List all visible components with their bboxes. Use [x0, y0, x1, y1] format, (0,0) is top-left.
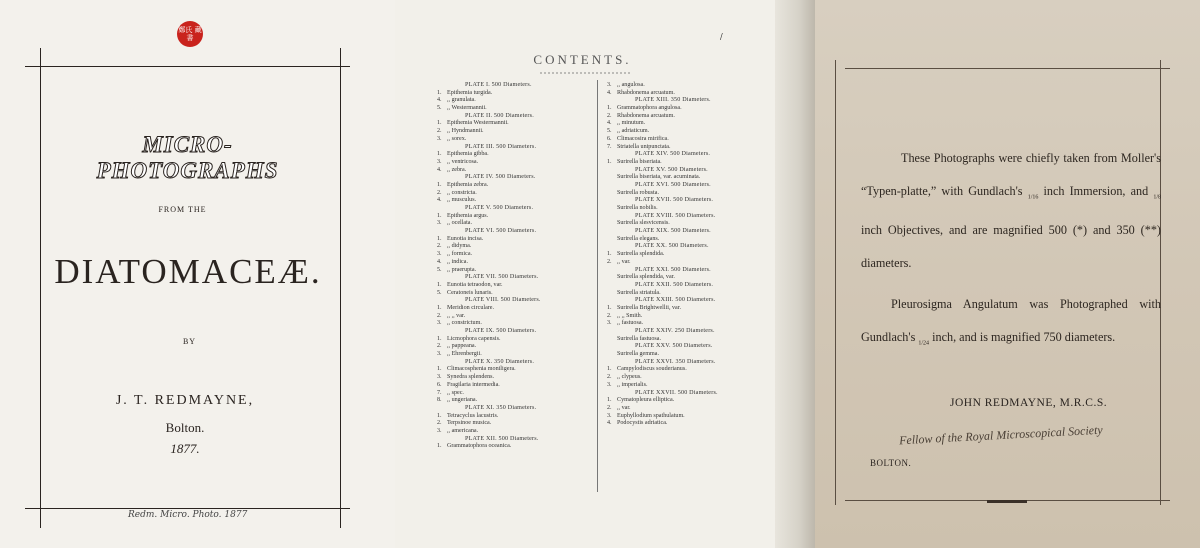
- contents-entry: [437, 120, 541, 128]
- contents-entry: [607, 144, 718, 152]
- contents-entry: [607, 274, 718, 282]
- entry-text: ,, angulosa.: [617, 82, 645, 88]
- entry-text: Grammatophora angulosa.: [617, 105, 682, 112]
- plate-heading: PLATE XVI. 500 Diameters.: [635, 181, 711, 188]
- plate-heading: PLATE XVII. 500 Diameters.: [635, 197, 714, 204]
- entry-number: 2.: [607, 312, 612, 319]
- entry-number: 3.: [437, 351, 442, 358]
- entry-text: ,, minutum.: [617, 120, 646, 127]
- entry-number: 1.: [437, 181, 442, 188]
- entry-number: 1.: [437, 366, 442, 373]
- entry-text: ,, ,, Smith.: [617, 312, 643, 319]
- plate-heading: PLATE XXII. 500 Diameters.: [635, 281, 714, 288]
- entry-text: Epithemia gibba.: [447, 151, 489, 158]
- contents-entry: [607, 305, 718, 313]
- contents-entry: [437, 159, 541, 167]
- contents-entry: [437, 220, 541, 228]
- contents-entry: [607, 382, 718, 390]
- entry-text: Climacosphenia moniligera.: [447, 366, 516, 373]
- entry-number: 3.: [607, 82, 612, 88]
- plate-heading: PLATE IX. 500 Diameters.: [465, 328, 537, 334]
- entry-text: ,, Ehrenbergii.: [447, 351, 482, 358]
- fraction-1-8: 1/8: [1153, 194, 1162, 201]
- notice-border-right: [1160, 60, 1161, 505]
- entry-text: Surirella biseriata, var. acuminata.: [617, 174, 701, 181]
- entry-number: 7.: [607, 143, 612, 150]
- entry-text: Terpsinoe musica.: [447, 420, 492, 427]
- contents-left-column: [437, 82, 541, 451]
- plate-heading: PLATE IV. 500 Diameters.: [465, 174, 536, 181]
- plate-heading: PLATE XX. 500 Diameters.: [635, 243, 709, 250]
- entry-text: Epithemia zebra.: [447, 181, 489, 188]
- contents-entry: [607, 374, 718, 382]
- entry-number: 1.: [437, 235, 442, 242]
- contents-entry: [437, 251, 541, 259]
- contents-entry: [607, 205, 718, 213]
- entry-number: 5.: [607, 128, 612, 135]
- entry-text: ,, pappeana.: [447, 343, 477, 350]
- entry-text: ,, fastuosa.: [617, 320, 644, 327]
- plate-heading: PLATE II. 500 Diameters.: [465, 112, 534, 119]
- entry-number: 3.: [437, 427, 442, 434]
- entry-number: 3.: [437, 158, 442, 165]
- plate-heading: PLATE XIX. 500 Diameters.: [635, 228, 711, 235]
- entry-number: 1.: [437, 335, 442, 342]
- entry-text: ,, constricta.: [447, 189, 477, 196]
- contents-entry: [437, 97, 541, 105]
- entry-number: 1.: [437, 151, 442, 158]
- entry-text: ,, granulata.: [447, 97, 476, 104]
- entry-number: 1.: [437, 412, 442, 419]
- contents-entry: [437, 282, 541, 290]
- entry-text: Surirella splendida.: [617, 251, 665, 258]
- plate-heading: PLATE XI. 350 Diameters.: [465, 404, 537, 411]
- contents-entry: [437, 343, 541, 351]
- entry-number: 3.: [437, 220, 442, 227]
- plate-heading: PLATE III. 500 Diameters.: [465, 143, 537, 150]
- contents-entry: [607, 159, 718, 167]
- contents-entry: [607, 190, 718, 198]
- entry-number: 1.: [437, 443, 442, 450]
- page-edge: [775, 0, 815, 548]
- plate-heading: PLATE XIV. 500 Diameters.: [635, 151, 711, 158]
- contents-entry: [437, 320, 541, 328]
- plate-heading: PLATE XXV. 500 Diameters.: [635, 343, 713, 350]
- entry-text: Striatella unipunctata.: [617, 143, 671, 150]
- contents-entry: [437, 336, 541, 344]
- contents-entry: [437, 213, 541, 221]
- contents-entry: [607, 136, 718, 144]
- entry-number: 8.: [437, 397, 442, 404]
- publication-year: 1877.: [170, 441, 200, 456]
- contents-entry: [437, 90, 541, 98]
- contents-entry: [607, 120, 718, 128]
- plate-heading: PLATE V. 500 Diameters.: [465, 205, 534, 211]
- contents-right-column: [607, 82, 718, 428]
- entry-number: 1.: [607, 397, 612, 404]
- entry-text: Licmophora capensis.: [447, 335, 501, 342]
- contents-entry: [437, 290, 541, 298]
- contents-entry: [607, 420, 718, 428]
- notice-paragraph-2: [861, 288, 1161, 360]
- contents-entry: [607, 405, 718, 413]
- contents-entry: [437, 366, 541, 374]
- notice-p1-a: These Photographs were chiefly taken from Moller's “Typen-platte,” with Gundlach's: [861, 151, 1161, 198]
- fraction-1-16: 1/16: [1027, 194, 1039, 201]
- plate-heading: PLATE XXIII. 500 Diameters.: [635, 297, 716, 304]
- contents-entry: [607, 113, 718, 121]
- entry-text: Surirella gemma.: [617, 351, 659, 358]
- plate-heading: PLATE XIII. 350 Diameters.: [635, 97, 711, 104]
- entry-number: 3.: [607, 320, 612, 327]
- contents-entry: [607, 105, 718, 113]
- contents-entry: [437, 151, 541, 159]
- notice-bottom-mark: [987, 500, 1027, 503]
- entry-text: ,, constrictum.: [447, 320, 482, 327]
- plate-heading: PLATE VII. 500 Diameters.: [465, 274, 539, 281]
- contents-entry: [607, 259, 718, 267]
- entry-number: 3.: [437, 320, 442, 327]
- entry-text: ,, indica.: [447, 258, 468, 265]
- entry-number: 1.: [437, 120, 442, 127]
- signature-location: BOLTON.: [870, 458, 912, 468]
- plate-heading: PLATE X. 350 Diameters.: [465, 358, 535, 365]
- border-top: [25, 66, 350, 67]
- contents-entry: [437, 351, 541, 359]
- entry-number: 1.: [607, 158, 612, 165]
- entry-number: 7.: [437, 389, 442, 396]
- entry-number: 4.: [607, 120, 612, 127]
- entry-number: 2.: [607, 374, 612, 381]
- entry-text: Surirella fastuosa.: [617, 335, 661, 342]
- entry-number: 1.: [437, 281, 442, 288]
- notice-border-top: [845, 68, 1170, 69]
- entry-text: ,, zebra.: [447, 166, 467, 173]
- entry-number: 1.: [607, 304, 612, 311]
- entry-text: Rhabdonema arcuatum.: [617, 89, 675, 96]
- plate-heading: PLATE XXIV. 250 Diameters.: [635, 328, 715, 334]
- handwritten-fellowship: Fellow of the Royal Microscopical Society: [898, 422, 1104, 448]
- entry-text: Cymatopleura elliptica.: [617, 397, 675, 404]
- red-seal-stamp: 鄭氏 藏書: [177, 21, 203, 47]
- plate-heading: PLATE XXVI. 350 Diameters.: [635, 358, 716, 365]
- entry-text: ,, clypeus.: [617, 374, 642, 381]
- author-name: J. T. REDMAYNE,: [115, 393, 255, 408]
- contents-entry: [437, 167, 541, 175]
- entry-number: 3.: [607, 412, 612, 419]
- contents-entry: [437, 374, 541, 382]
- entry-text: Meridion circulare.: [447, 304, 495, 311]
- contents-entry: [607, 251, 718, 259]
- plate-heading: PLATE I. 500 Diameters.: [465, 82, 532, 88]
- entry-text: ,, ungeriana.: [447, 397, 478, 404]
- contents-entry: [437, 397, 541, 405]
- column-divider: [597, 80, 598, 492]
- entry-text: Surirella Brightwellii, var.: [617, 304, 681, 311]
- contents-entry: [437, 136, 541, 144]
- contents-entry: [607, 236, 718, 244]
- entry-text: Epithemia turgida.: [447, 89, 493, 96]
- entry-number: 4.: [607, 89, 612, 96]
- contents-entry: [437, 243, 541, 251]
- entry-number: 2.: [607, 404, 612, 411]
- entry-number: 1.: [607, 105, 612, 112]
- title-line-2: DIATOMACEÆ.: [54, 252, 322, 291]
- entry-text: Eunotia incisa.: [447, 235, 484, 242]
- contents-entry: [607, 320, 718, 328]
- contents-entry: [607, 351, 718, 359]
- entry-number: 5.: [437, 105, 442, 112]
- entry-number: 4.: [437, 258, 442, 265]
- entry-number: 2.: [607, 258, 612, 265]
- entry-text: ,, var.: [617, 258, 631, 265]
- entry-number: 3.: [437, 251, 442, 258]
- entry-text: ,, americana.: [447, 427, 479, 434]
- entry-number: 2.: [437, 343, 442, 350]
- contents-entry: [437, 197, 541, 205]
- notice-border-left: [835, 60, 836, 505]
- contents-entry: [607, 174, 718, 182]
- entry-number: 2.: [437, 420, 442, 427]
- contents-entry: [607, 82, 718, 90]
- entry-text: Rhabdonema arcuatum.: [617, 112, 675, 119]
- signature-name: JOHN REDMAYNE, M.R.C.S.: [950, 397, 1108, 409]
- entry-number: 2.: [437, 312, 442, 319]
- contents-entry: [437, 182, 541, 190]
- contents-entry: [607, 397, 718, 405]
- plate-heading: PLATE XV. 500 Diameters.: [635, 166, 708, 173]
- entry-number: 4.: [607, 420, 612, 427]
- entry-text: ,, ,, var.: [447, 312, 466, 319]
- entry-number: 4.: [437, 197, 442, 204]
- contents-entry: [437, 428, 541, 436]
- entry-text: ,, adriaticum.: [617, 128, 650, 135]
- contents-entry: [607, 366, 718, 374]
- entry-text: ,, Westermannii.: [447, 105, 487, 112]
- entry-text: ,, sorex.: [447, 135, 467, 142]
- entry-text: Surirella striatula.: [617, 289, 661, 296]
- heading-ornament: [540, 70, 630, 76]
- entry-text: Surirella splendida, var.: [617, 274, 675, 281]
- entry-text: Campylodiscus souderianus.: [617, 366, 687, 373]
- contents-heading: CONTENTS.: [533, 52, 632, 67]
- entry-text: ,, formica.: [447, 251, 473, 258]
- entry-number: 1.: [437, 89, 442, 96]
- contents-entry: [437, 313, 541, 321]
- contents-entry: [607, 336, 718, 344]
- fraction-1-24: 1/24: [918, 340, 930, 347]
- entry-number: 1.: [437, 212, 442, 219]
- entry-number: 6.: [607, 135, 612, 142]
- plate-heading: PLATE XII. 500 Diameters.: [465, 435, 539, 442]
- entry-text: ,, spec.: [447, 389, 464, 396]
- entry-text: Surirella elegans.: [617, 235, 660, 242]
- contents-entry: [437, 305, 541, 313]
- entry-text: Podocystis adriatica.: [617, 420, 668, 427]
- entry-text: ,, imperialis.: [617, 381, 648, 388]
- entry-number: 2.: [607, 112, 612, 119]
- plate-heading: PLATE XVIII. 500 Diameters.: [635, 212, 716, 219]
- entry-text: Synedra splendens.: [447, 374, 495, 381]
- contents-entry: [607, 290, 718, 298]
- contents-entry: [437, 420, 541, 428]
- entry-number: 6.: [437, 381, 442, 388]
- entry-text: Euphyllodium spathulatum.: [617, 412, 685, 419]
- entry-text: Grammatophora oceanica.: [447, 443, 512, 450]
- contents-entry: [437, 267, 541, 275]
- entry-number: 5.: [437, 266, 442, 273]
- border-bottom: [25, 508, 350, 509]
- entry-text: Surirella slesvicensis.: [617, 220, 670, 227]
- entry-text: Surirella robusta.: [617, 189, 659, 196]
- border-left: [40, 48, 41, 528]
- entry-number: 1.: [607, 366, 612, 373]
- place-name: Bolton.: [165, 420, 205, 435]
- plate-heading: PLATE VIII. 500 Diameters.: [465, 297, 541, 304]
- entry-text: Epithemia argus.: [447, 212, 489, 219]
- entry-text: Tetracyclus lacustris.: [447, 412, 499, 419]
- contents-entry: [437, 382, 541, 390]
- entry-number: 4.: [437, 166, 442, 173]
- contents-entry: [607, 220, 718, 228]
- handwritten-note: Redm. Micro. Photo. 1877: [128, 510, 248, 520]
- title-line-1: MICRO-PHOTOGRAPHS: [96, 132, 279, 183]
- contents-entry: [607, 90, 718, 98]
- entry-text: Surirella nobilis.: [617, 205, 658, 211]
- entry-text: Eunotia tetraodon, var.: [447, 281, 503, 288]
- contents-entry: [437, 190, 541, 198]
- plate-heading: PLATE XXVII. 500 Diameters.: [635, 389, 718, 396]
- contents-entry: [437, 413, 541, 421]
- entry-text: ,, ocellata.: [447, 220, 473, 227]
- entry-text: Fragilaria intermedia.: [447, 381, 500, 388]
- entry-text: ,, praerupta.: [447, 266, 477, 273]
- entry-number: 3.: [437, 374, 442, 381]
- plate-heading: PLATE VI. 500 Diameters.: [465, 228, 537, 235]
- from-the-label: FROM THE: [158, 205, 207, 214]
- entry-number: 3.: [607, 381, 612, 388]
- entry-number: 2.: [437, 189, 442, 196]
- title-page-panel: [0, 0, 395, 548]
- contents-entry: [437, 443, 541, 451]
- entry-text: Epithemia Westermannii.: [447, 120, 509, 127]
- contents-entry: [437, 128, 541, 136]
- entry-text: Surirella biseriata.: [617, 158, 662, 165]
- entry-text: ,, Hyndmannii.: [447, 128, 484, 135]
- entry-number: 3.: [437, 135, 442, 142]
- entry-number: 1.: [607, 251, 612, 258]
- contents-entry: [437, 390, 541, 398]
- pencil-mark: /: [720, 32, 723, 41]
- notice-p2-b: inch, and is magnified 750 diameters.: [932, 330, 1116, 344]
- entry-text: ,, musculus.: [447, 197, 477, 204]
- entry-text: ,, var.: [617, 404, 631, 411]
- entry-text: ,, didyma.: [447, 243, 472, 250]
- notice-paragraph-1: [861, 142, 1161, 280]
- contents-entry: [607, 413, 718, 421]
- entry-text: ,, ventricosa.: [447, 158, 479, 165]
- entry-number: 2.: [437, 128, 442, 135]
- notice-p1-c: inch Objectives, and are magnified 500 (*) and 350 (**) diameters.: [861, 223, 1161, 271]
- entry-text: Climacosira mirifica.: [617, 135, 669, 142]
- notice-p2-a: Pleurosigma Angulatum was Photographed with Gundlach's: [861, 297, 1161, 344]
- contents-entry: [607, 128, 718, 136]
- by-label: BY: [182, 337, 197, 346]
- notice-page-panel: [815, 0, 1200, 548]
- entry-number: 1.: [437, 304, 442, 311]
- notice-p1-b: inch Immersion, and: [1043, 184, 1149, 198]
- contents-entry: [437, 105, 541, 113]
- entry-text: Ceratoneis lunaris.: [447, 289, 493, 296]
- contents-entry: [437, 236, 541, 244]
- contents-entry: [437, 259, 541, 267]
- entry-number: 2.: [437, 243, 442, 250]
- entry-number: 4.: [437, 97, 442, 104]
- plate-heading: PLATE XXI. 500 Diameters.: [635, 266, 711, 273]
- border-right: [340, 48, 341, 528]
- entry-number: 5.: [437, 289, 442, 296]
